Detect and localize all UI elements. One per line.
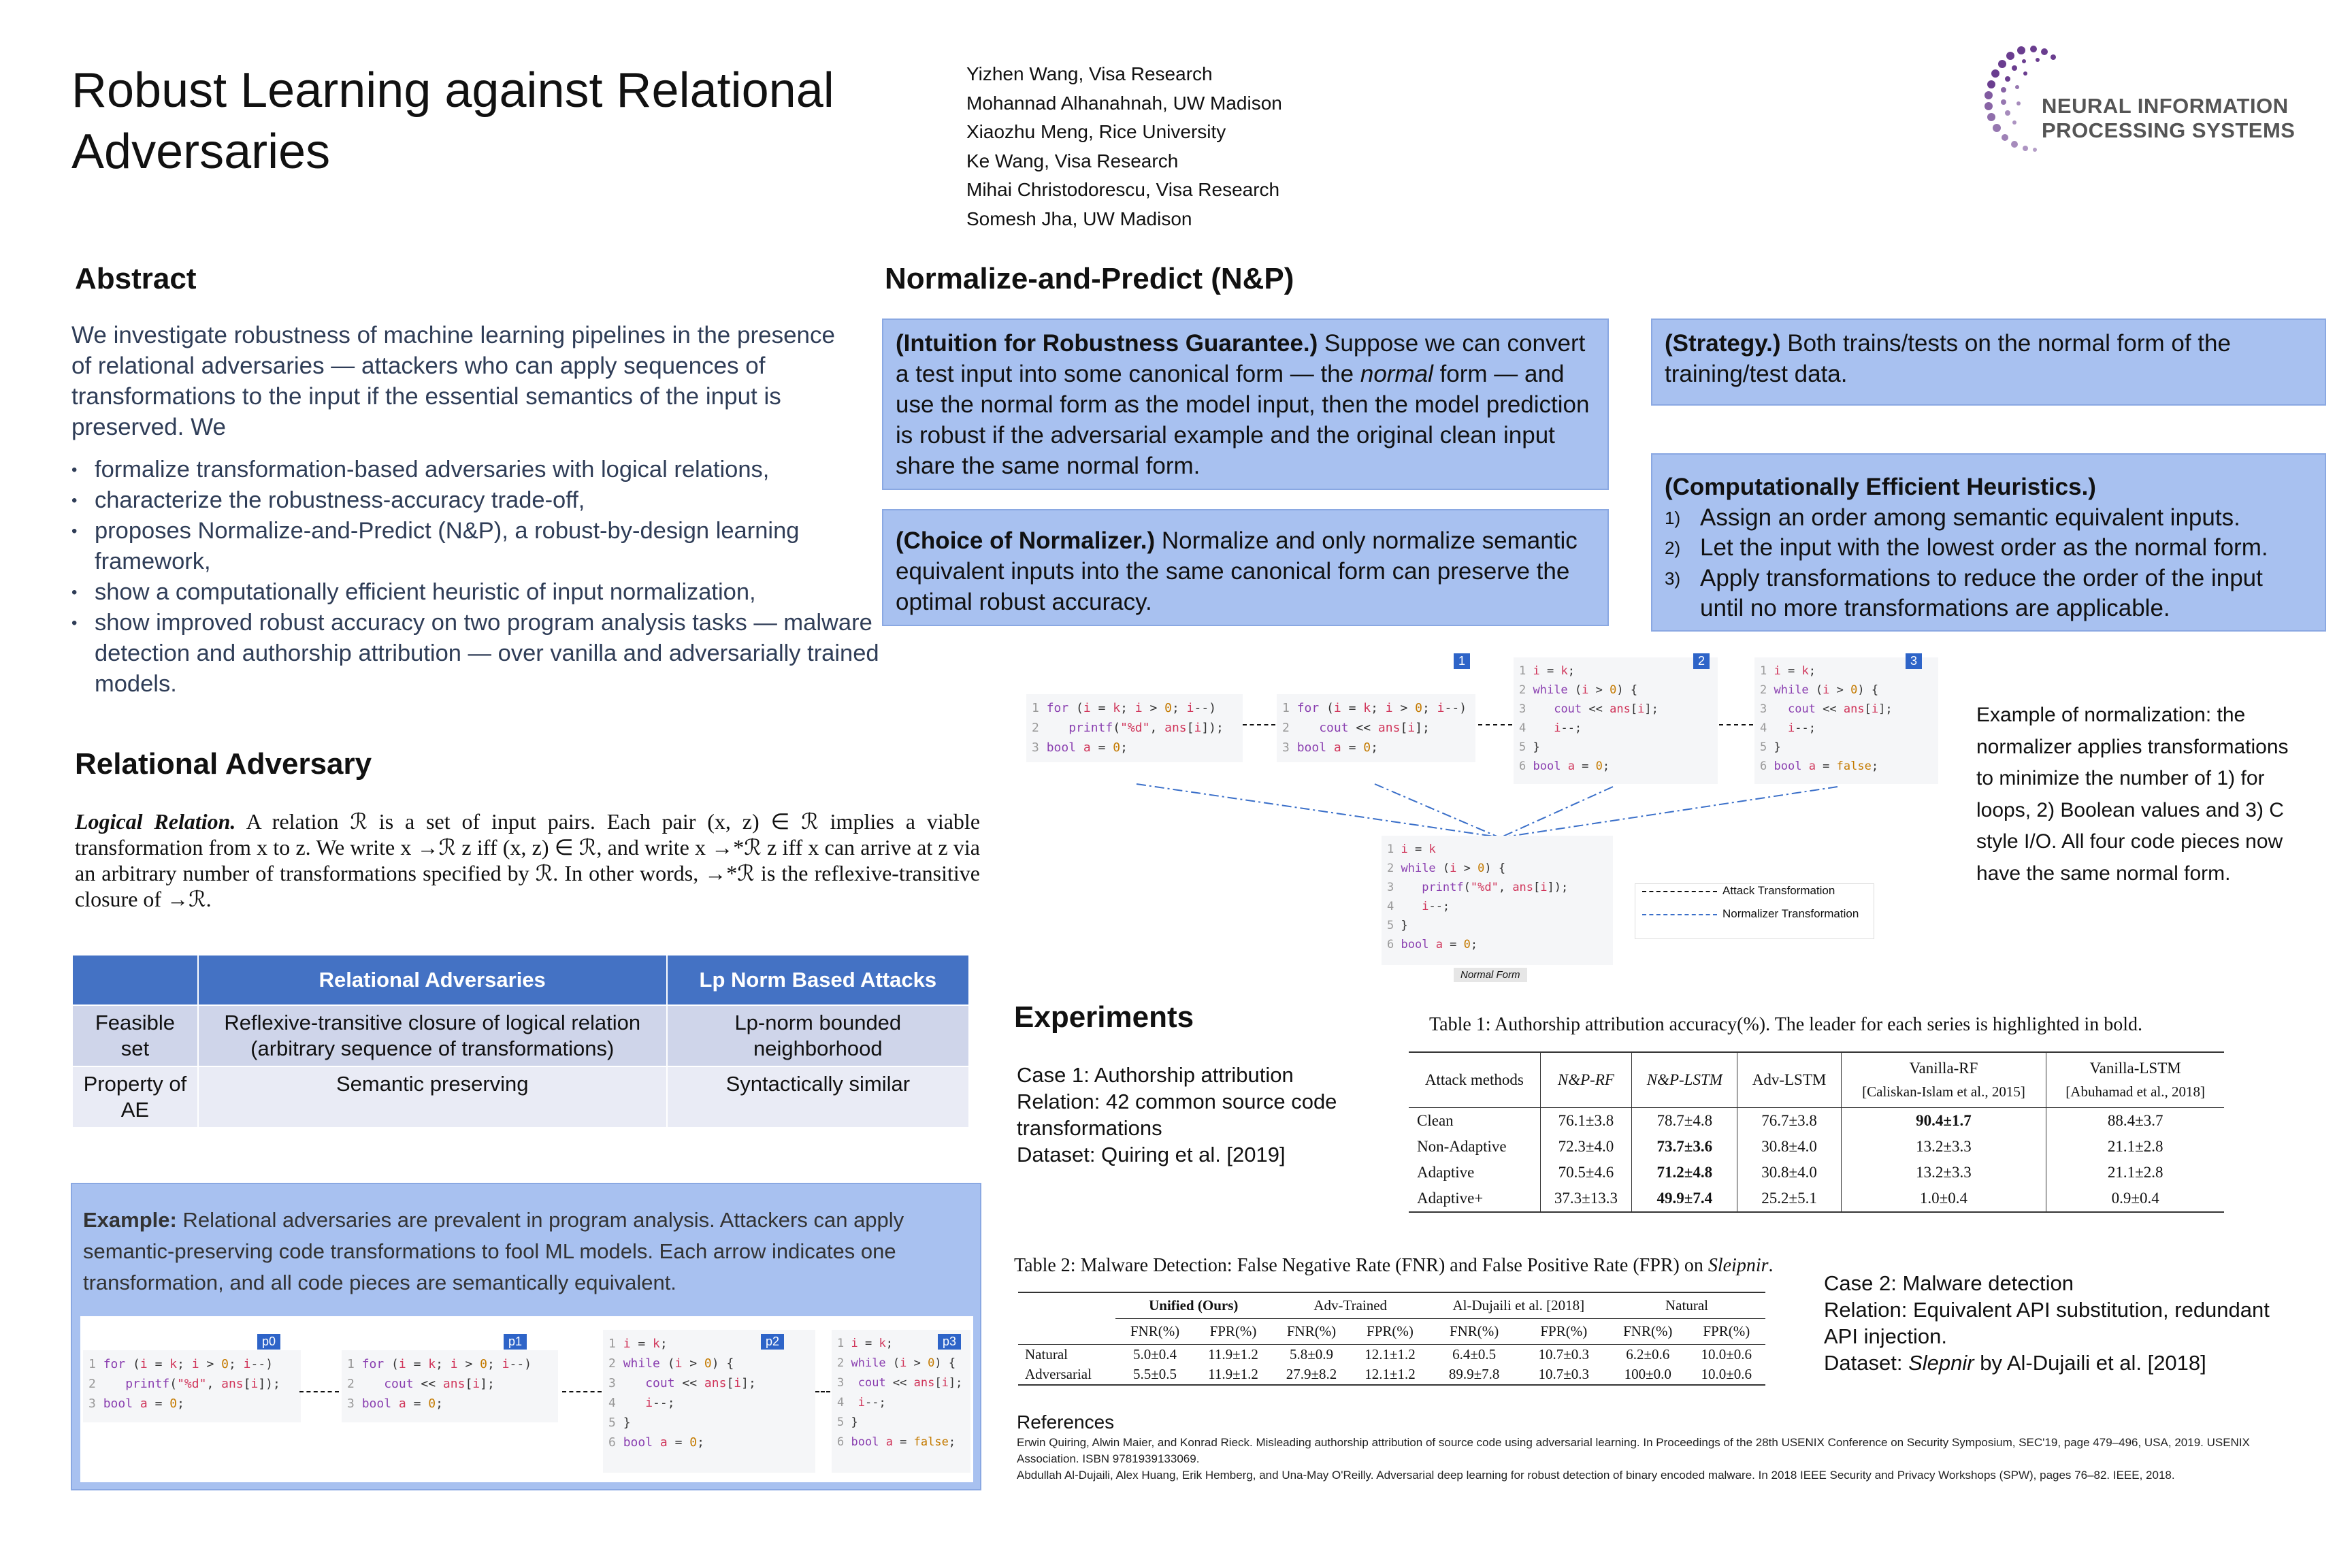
table-cell: Semantic preserving: [198, 1066, 667, 1128]
table-cell: 13.2±3.3: [1841, 1160, 2046, 1186]
table-cell: 6.2±0.6: [1626, 1346, 1670, 1362]
legend-normalizer: Normalizer Transformation: [1722, 907, 1859, 920]
table-cell: Non-Adaptive: [1409, 1134, 1540, 1160]
strategy-text: Both trains/tests on the normal form of the training/test data.: [1665, 330, 2231, 387]
table-header: Adv-Trained: [1272, 1292, 1429, 1319]
table-row: [72, 1066, 969, 1128]
case1-text: Case 1: Authorship attribution Relation: 42 common source code transformations Dataset: Quiring et al. [2019]: [1017, 1063, 1337, 1166]
logical-relation-text: A relation ℛ is a set of input pairs. Each pair (x, z) ∈ ℛ implies a viable transformation from x to z. We write x →ℛ z iff (x, z) ∈ ℛ, and write x →*ℛ z iff x can arrive at z via an arbitrary number of transformations specified by ℛ. In other words, →*ℛ is the reflexive-transitive closure of →ℛ.: [75, 809, 981, 911]
logical-relation-paragraph: [75, 808, 980, 912]
table-cell: Natural: [1025, 1346, 1068, 1362]
example-text: [83, 1205, 968, 1298]
table-cell: 10.7±0.3: [1538, 1346, 1590, 1362]
list-item: 3) Apply transformations to reduce the order of the input until no more transformations are applicable.: [1665, 564, 2263, 621]
table-cell: 90.4±1.7: [1841, 1108, 2046, 1134]
logo-line-2: PROCESSING SYSTEMS: [2042, 118, 2296, 142]
table-header: Natural: [1608, 1292, 1765, 1319]
table-header: FNR(%): [1449, 1323, 1499, 1339]
example-box: [71, 1183, 981, 1490]
intuition-emphasis: normal: [1360, 361, 1433, 387]
abstract-bullets: [71, 455, 909, 700]
table-cell: 70.5±4.6: [1540, 1160, 1632, 1186]
normal-form-code: 1 i = k 2 while (i > 0) { 3 printf("%d", ans[i]); 4 i--; 5 } 6 bool a = 0;: [1382, 836, 1613, 965]
table-header: Al-Dujaili et al. [2018]: [1429, 1292, 1608, 1319]
table-cell: 25.2±5.1: [1737, 1186, 1841, 1212]
table-header: Relational Adversaries: [198, 955, 667, 1005]
table-cell: Adaptive: [1409, 1160, 1540, 1186]
reference-item: Abdullah Al-Dujaili, Alex Huang, Erik Hemberg, and Una-May O'Reilly. Adversarial deep learning for robust detection of binary encoded malware. In 2018 IEEE Security and Privacy Workshops (SPW), pages 76–82. IEEE, 2018.: [1017, 1469, 2175, 1482]
table-row: [1409, 1160, 2224, 1186]
list-item: • show a computationally efficient heuristic of input normalization,: [71, 577, 909, 608]
table-cell: Lp-norm bounded neighborhood: [667, 1005, 969, 1066]
choice-text: Normalize and only normalize semantic equivalent inputs into the same canonical form can preserve the optimal robust accuracy.: [896, 527, 1578, 615]
table-cell: 100±0.0: [1624, 1366, 1671, 1382]
example-label: Example:: [83, 1208, 177, 1232]
table-cell: 76.1±3.8: [1540, 1108, 1632, 1134]
table-cell: 6.4±0.5: [1452, 1346, 1497, 1362]
case2-text: Case 2: Malware detection Relation: Equivalent API substitution, redundant API injection. Dataset: Slepnir by Al-Dujaili et al. [2018]: [1824, 1271, 2270, 1375]
references-heading: References: [1017, 1411, 1115, 1433]
table-cell: 11.9±1.2: [1208, 1366, 1258, 1382]
table-row: [1409, 1186, 2224, 1212]
code-snippet: 1 i = k; 2 while (i > 0) { 3 cout << ans[i]; 4 i--; 5 } 6 bool a = 0;: [603, 1330, 815, 1473]
table-cell: 27.9±8.2: [1286, 1366, 1337, 1382]
author: Mohannad Alhanahnah, UW Madison: [966, 92, 1282, 114]
author: Mihai Christodorescu, Visa Research: [966, 179, 1280, 200]
table-header: Vanilla-RF [Caliskan-Islam et al., 2015]: [1841, 1052, 2046, 1108]
table-cell: 88.4±3.7: [2107, 1112, 2163, 1129]
table-header: Vanilla-LSTM [Abuhamad et al., 2018]: [2065, 1060, 2205, 1100]
table-row: [1409, 1108, 2224, 1134]
intuition-text-b: form — and use the normal form as the model input, then the model prediction is robust if the adversarial example and the original clean input share the same normal form.: [896, 361, 1590, 479]
table-row: [1018, 1365, 1765, 1385]
logo-line-1: NEURAL INFORMATION: [2042, 94, 2289, 118]
table-cell: 0.9±0.4: [2111, 1190, 2159, 1207]
table2-body: [1018, 1345, 1765, 1386]
abstract-heading: Abstract: [75, 262, 197, 295]
step-tag: 3: [1906, 653, 1922, 669]
table-header: FNR(%): [1623, 1323, 1673, 1339]
author-list: [966, 60, 1282, 233]
choice-box: [882, 509, 1609, 626]
table1-caption: Table 1: Authorship attribution accuracy(%). The leader for each series is highlighted in bold.: [1429, 1014, 2142, 1035]
table-header: [72, 955, 198, 1005]
table-header: FPR(%): [1703, 1323, 1750, 1339]
table-cell: 49.9±7.4: [1632, 1186, 1737, 1212]
experiments-heading: Experiments: [1014, 1000, 1194, 1034]
abstract-text: We investigate robustness of machine learning pipelines in the presence of relational adversaries — attackers who can apply sequences of transformations to the input if the essential semantics of the input is preserved. We: [71, 322, 835, 440]
table-cell: 30.8±4.0: [1737, 1160, 1841, 1186]
table-cell: 10.0±0.6: [1701, 1366, 1752, 1382]
table-cell: 5.5±0.5: [1133, 1366, 1177, 1382]
step-tag: 2: [1693, 653, 1710, 669]
malware-table: [1018, 1292, 1765, 1386]
intuition-box: [882, 318, 1609, 490]
heuristics-label: (Computationally Efficient Heuristics.): [1665, 474, 2096, 500]
intuition-label: (Intuition for Robustness Guarantee.): [896, 330, 1318, 357]
table-cell: Property of AE: [72, 1066, 198, 1128]
list-item: • show improved robust accuracy on two program analysis tasks — malware detection and authorship attribution — over vanilla and adversarially trained models.: [71, 608, 909, 700]
list-item: • characterize the robustness-accuracy trade-off,: [71, 485, 909, 516]
table2-caption: Table 2: Malware Detection: False Negative Rate (FNR) and False Positive Rate (FPR) on Sleipnir.: [1014, 1255, 1774, 1276]
normalization-figure: [1021, 653, 1918, 987]
table-cell: 12.1±1.2: [1365, 1366, 1416, 1382]
table-cell: Reflexive-transitive closure of logical relation (arbitrary sequence of transformations): [198, 1005, 667, 1066]
strategy-box: [1651, 318, 2326, 406]
table-cell: Syntactically similar: [667, 1066, 969, 1128]
normal-form-label: Normal Form: [1454, 968, 1527, 982]
author: Somesh Jha, UW Madison: [966, 208, 1192, 229]
intuition-text-a: Suppose we can convert a test input into some canonical form — the: [896, 330, 1586, 387]
table-cell: Adversarial: [1025, 1366, 1092, 1382]
code-snippet: 1 for (i = k; i > 0; i--) 2 printf("%d", ans[i]); 3 bool a = 0;: [83, 1350, 301, 1422]
np-heading: Normalize-and-Predict (N&P): [885, 262, 1294, 295]
table1-body: [1409, 1108, 2224, 1213]
figure-legend: [1635, 883, 1874, 939]
table-cell: 37.3±13.3: [1540, 1186, 1632, 1212]
list-item: 1) Assign an order among semantic equivalent inputs.: [1665, 504, 2240, 531]
arrow-icon: [562, 1391, 602, 1392]
figure-caption: Example of normalization: the normalizer applies transformations to minimize the number of 1) for loops, 2) Boolean values and 3) C style I/O. All four code pieces now have the same normal form.: [1976, 704, 2289, 885]
author: Yizhen Wang, Visa Research: [966, 63, 1213, 84]
example-description: Relational adversaries are prevalent in program analysis. Attackers can apply semantic-preserving code transformations to fool ML models. Each arrow indicates one transformation, and all code pieces are semantically equivalent.: [83, 1208, 904, 1294]
table-header: Adv-LSTM: [1737, 1052, 1841, 1108]
table-cell: 73.7±3.6: [1632, 1134, 1737, 1160]
tag-p0: p0: [257, 1334, 280, 1350]
table-cell: 76.7±3.8: [1737, 1108, 1841, 1134]
table-cell: 10.0±0.6: [1701, 1346, 1752, 1362]
table-cell: Adaptive+: [1409, 1186, 1540, 1212]
table-header: N&P-RF: [1540, 1052, 1632, 1108]
table-header: Unified (Ours): [1115, 1292, 1272, 1319]
tag-p1: p1: [504, 1334, 527, 1350]
table-header: Lp Norm Based Attacks: [667, 955, 969, 1005]
example-code-strip: [80, 1316, 973, 1482]
neurips-logo: [1974, 41, 2314, 170]
authorship-table: [1409, 1051, 2224, 1213]
relational-heading: Relational Adversary: [75, 747, 372, 781]
table-row: [1409, 1134, 2224, 1160]
logical-relation-title: Logical Relation.: [75, 809, 236, 834]
table-cell: 78.7±4.8: [1632, 1108, 1737, 1134]
table-header: FNR(%): [1286, 1323, 1337, 1339]
list-item: • proposes Normalize-and-Predict (N&P), a robust-by-design learning framework,: [71, 516, 909, 577]
code-snippet: 1 i = k; 2 while (i > 0) { 3 cout << ans[i]; 4 i--; 5 } 6 bool a = false;: [1754, 657, 1938, 784]
code-snippet: 1 for (i = k; i > 0; i--) 2 printf("%d", ans[i]); 3 bool a = 0;: [1026, 694, 1243, 762]
strategy-label: (Strategy.): [1665, 330, 1781, 357]
code-snippet: 1 for (i = k; i > 0; i--) 2 cout << ans[i]; 3 bool a = 0;: [342, 1350, 558, 1422]
table-row: [72, 1005, 969, 1066]
relational-comparison-table: [71, 954, 970, 1128]
table-cell: 30.8±4.0: [1737, 1134, 1841, 1160]
arrow-icon: [815, 1391, 830, 1392]
table-cell: 71.2±4.8: [1632, 1160, 1737, 1186]
legend-attack: Attack Transformation: [1722, 884, 1835, 897]
table-cell: Clean: [1409, 1108, 1540, 1134]
table-cell: 5.0±0.4: [1133, 1346, 1177, 1362]
table-cell: 21.1±2.8: [2107, 1164, 2163, 1181]
choice-label: (Choice of Normalizer.): [896, 527, 1156, 554]
table-row: [1018, 1345, 1765, 1365]
table-cell: 10.7±0.3: [1538, 1366, 1590, 1382]
tag-p2: p2: [761, 1334, 784, 1350]
code-snippet: 1 i = k; 2 while (i > 0) { 3 cout << ans[i]; 4 i--; 5 } 6 bool a = 0;: [1514, 657, 1718, 784]
table-cell: 12.1±1.2: [1365, 1346, 1416, 1362]
step-tag: 1: [1454, 653, 1470, 669]
table-cell: 1.0±0.4: [1841, 1186, 2046, 1212]
table-header: N&P-LSTM: [1632, 1052, 1737, 1108]
table-cell: 21.1±2.8: [2107, 1138, 2163, 1155]
table-header: FPR(%): [1540, 1323, 1588, 1339]
table-cell: 89.9±7.8: [1448, 1366, 1500, 1382]
list-item: • formalize transformation-based adversaries with logical relations,: [71, 455, 909, 485]
code-snippet: 1 for (i = k; i > 0; i--) 2 cout << ans[i]; 3 bool a = 0;: [1277, 694, 1475, 762]
poster-title: Robust Learning against Relational Adversaries: [71, 63, 834, 179]
author: Ke Wang, Visa Research: [966, 150, 1179, 172]
table-cell: 13.2±3.3: [1841, 1134, 2046, 1160]
tag-p3: p3: [938, 1334, 961, 1350]
table-cell: Feasible set: [72, 1005, 198, 1066]
author: Xiaozhu Meng, Rice University: [966, 121, 1226, 142]
table-header: FPR(%): [1367, 1323, 1414, 1339]
arrow-icon: [299, 1391, 339, 1392]
table-cell: 11.9±1.2: [1208, 1346, 1258, 1362]
table-cell: 72.3±4.0: [1540, 1134, 1632, 1160]
table-header: FNR(%): [1130, 1323, 1180, 1339]
list-item: 2) Let the input with the lowest order as the normal form.: [1665, 534, 2268, 561]
heuristics-box: [1651, 453, 2326, 632]
references-list: [1017, 1435, 2296, 1484]
reference-item: Erwin Quiring, Alwin Maier, and Konrad Rieck. Misleading authorship attribution of source code using adversarial learning. In Proceedings of the 28th USENIX Conference on Security Symposium, SEC'19, page 479–496, USA, 2019. USENIX Association. ISBN 9781939133069.: [1017, 1436, 2250, 1465]
table-header: Attack methods: [1409, 1052, 1540, 1108]
code-snippet: 1 i = k; 2 while (i > 0) { 3 cout << ans[i]; 4 i--; 5 } 6 bool a = false;: [832, 1330, 970, 1473]
table-cell: 5.8±0.9: [1290, 1346, 1334, 1362]
table-header: FPR(%): [1209, 1323, 1257, 1339]
